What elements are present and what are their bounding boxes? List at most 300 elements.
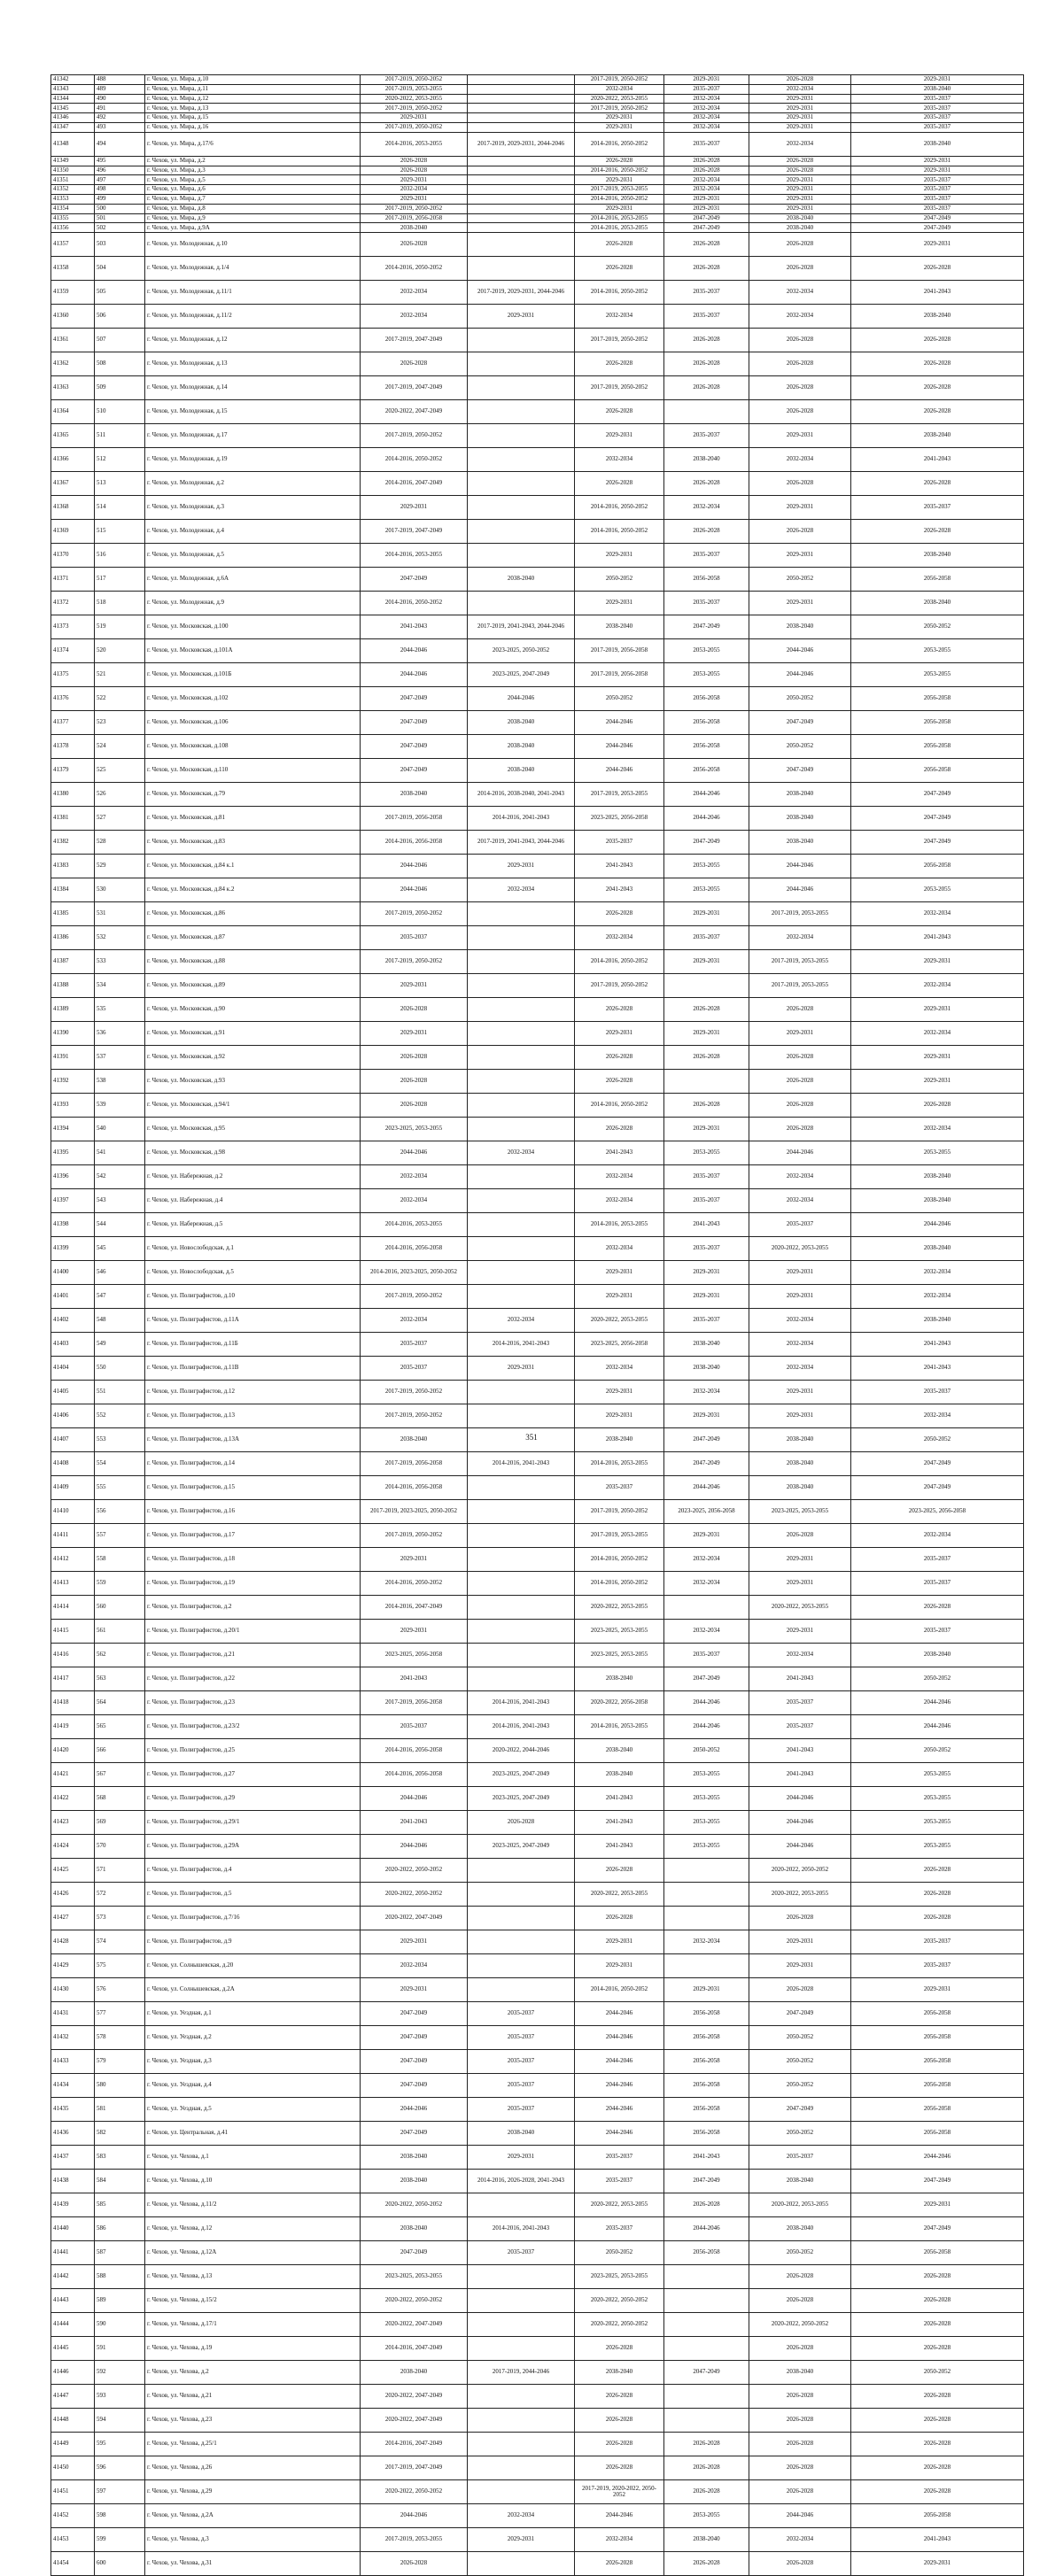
address-cell: г. Чехов, ул. Полиграфистов, д.2	[145, 1596, 361, 1620]
address-cell: г. Чехов, ул. Новослободская, д.1	[145, 1237, 361, 1261]
period-4-cell: 2035-2037	[664, 1309, 749, 1333]
row-number-cell: 538	[95, 1070, 145, 1094]
period-3-cell: 2044-2046	[575, 735, 664, 759]
period-4-cell: 2026-2028	[664, 520, 749, 544]
period-2-cell	[468, 113, 575, 123]
period-6-cell: 2038-2040	[851, 1237, 1024, 1261]
period-3-cell: 2020-2022, 2053-2055	[575, 1883, 664, 1907]
period-1-cell: 2014-2016, 2053-2055	[361, 1213, 468, 1237]
address-cell: г. Чехов, ул. Полиграфистов, д.20/1	[145, 1620, 361, 1644]
row-id-cell: 41373	[51, 615, 95, 639]
period-2-cell	[468, 1954, 575, 1978]
period-4-cell: 2032-2034	[664, 104, 749, 113]
period-3-cell: 2044-2046	[575, 2002, 664, 2026]
period-3-cell: 2029-2031	[575, 544, 664, 568]
row-number-cell: 565	[95, 1715, 145, 1739]
period-6-cell: 2035-2037	[851, 122, 1024, 132]
period-4-cell: 2029-2031	[664, 1261, 749, 1285]
row-number-cell: 521	[95, 663, 145, 687]
address-cell: г. Чехов, ул. Мира, д.12	[145, 94, 361, 104]
period-3-cell: 2020-2022, 2050-2052	[575, 2289, 664, 2313]
period-5-cell: 2029-2031	[749, 185, 851, 195]
row-number-cell: 504	[95, 257, 145, 281]
period-5-cell: 2038-2040	[749, 807, 851, 831]
period-3-cell: 2032-2034	[575, 305, 664, 329]
period-4-cell	[664, 2313, 749, 2337]
address-cell: г. Чехов, ул. Московская, д.91	[145, 1022, 361, 1046]
period-5-cell: 2029-2031	[749, 1381, 851, 1404]
period-3-cell: 2029-2031	[575, 1954, 664, 1978]
period-3-cell: 2035-2037	[575, 2170, 664, 2193]
period-6-cell: 2053-2055	[851, 1141, 1024, 1165]
address-cell: г. Чехов, ул. Мира, д.15	[145, 113, 361, 123]
row-id-cell: 41439	[51, 2193, 95, 2217]
period-5-cell: 2026-2028	[749, 166, 851, 175]
period-4-cell	[664, 1070, 749, 1094]
table-row	[51, 472, 1024, 496]
period-6-cell: 2035-2037	[851, 104, 1024, 113]
table-row	[51, 568, 1024, 592]
period-2-cell	[468, 223, 575, 233]
period-3-cell: 2017-2019, 2050-2052	[575, 376, 664, 400]
period-3-cell: 2044-2046	[575, 2026, 664, 2050]
period-5-cell: 2026-2028	[749, 233, 851, 257]
table-row	[51, 2361, 1024, 2385]
period-3-cell: 2026-2028	[575, 156, 664, 166]
address-cell: г. Чехов, ул. Чехова, д.3	[145, 2528, 361, 2552]
period-1-cell: 2017-2019, 2050-2052	[361, 1285, 468, 1309]
period-1-cell: 2020-2022, 2050-2052	[361, 1859, 468, 1883]
row-id-cell: 41419	[51, 1715, 95, 1739]
address-cell: г. Чехов, ул. Полиграфистов, д.29А	[145, 1835, 361, 1859]
period-6-cell: 2053-2055	[851, 1787, 1024, 1811]
period-5-cell: 2044-2046	[749, 2504, 851, 2528]
period-4-cell: 2026-2028	[664, 166, 749, 175]
period-2-cell	[468, 1500, 575, 1524]
table-row	[51, 1381, 1024, 1404]
row-number-cell: 515	[95, 520, 145, 544]
table-row	[51, 185, 1024, 195]
period-2-cell: 2023-2025, 2047-2049	[468, 1763, 575, 1787]
row-number-cell: 553	[95, 1428, 145, 1452]
row-number-cell: 548	[95, 1309, 145, 1333]
row-id-cell: 41411	[51, 1524, 95, 1548]
period-6-cell: 2056-2058	[851, 687, 1024, 711]
period-4-cell: 2056-2058	[664, 2241, 749, 2265]
row-number-cell: 517	[95, 568, 145, 592]
period-1-cell: 2023-2025, 2056-2058	[361, 1644, 468, 1667]
period-5-cell: 2044-2046	[749, 855, 851, 878]
period-5-cell: 2044-2046	[749, 639, 851, 663]
period-3-cell: 2035-2037	[575, 1476, 664, 1500]
period-5-cell: 2017-2019, 2053-2055	[749, 902, 851, 926]
table-row	[51, 1094, 1024, 1118]
period-2-cell	[468, 175, 575, 185]
table-row	[51, 639, 1024, 663]
period-1-cell: 2044-2046	[361, 663, 468, 687]
row-number-cell: 539	[95, 1094, 145, 1118]
address-cell: г. Чехов, ул. Мира, д.11	[145, 84, 361, 94]
period-4-cell: 2053-2055	[664, 663, 749, 687]
period-1-cell: 2026-2028	[361, 1094, 468, 1118]
period-5-cell: 2026-2028	[749, 1978, 851, 2002]
period-6-cell: 2056-2058	[851, 735, 1024, 759]
period-2-cell	[468, 424, 575, 448]
period-3-cell: 2032-2034	[575, 448, 664, 472]
row-number-cell: 508	[95, 352, 145, 376]
period-5-cell: 2038-2040	[749, 1476, 851, 1500]
address-cell: г. Чехов, ул. Молодежная, д.5	[145, 544, 361, 568]
period-5-cell: 2026-2028	[749, 2409, 851, 2433]
address-cell: г. Чехов, ул. Чехова, д.19	[145, 2337, 361, 2361]
period-1-cell: 2029-2031	[361, 974, 468, 998]
row-number-cell: 498	[95, 185, 145, 195]
address-cell: г. Чехов, ул. Молодежная, д.15	[145, 400, 361, 424]
period-5-cell: 2032-2034	[749, 1165, 851, 1189]
row-id-cell: 41382	[51, 831, 95, 855]
period-4-cell: 2047-2049	[664, 615, 749, 639]
period-3-cell: 2026-2028	[575, 2385, 664, 2409]
address-cell: г. Чехов, ул. Уездная, д.2	[145, 2026, 361, 2050]
row-id-cell: 41412	[51, 1548, 95, 1572]
row-id-cell: 41342	[51, 75, 95, 85]
period-3-cell: 2044-2046	[575, 2122, 664, 2146]
row-id-cell: 41447	[51, 2385, 95, 2409]
period-6-cell: 2032-2034	[851, 1022, 1024, 1046]
period-6-cell: 2056-2058	[851, 2050, 1024, 2074]
address-cell: г. Чехов, ул. Чехова, д.15/2	[145, 2289, 361, 2313]
period-6-cell: 2035-2037	[851, 1930, 1024, 1954]
period-1-cell: 2014-2016, 2056-2058	[361, 1237, 468, 1261]
row-number-cell: 533	[95, 950, 145, 974]
period-1-cell: 2017-2019, 2050-2052	[361, 1404, 468, 1428]
period-2-cell	[468, 329, 575, 352]
period-4-cell: 2026-2028	[664, 352, 749, 376]
table-row	[51, 113, 1024, 123]
period-4-cell: 2026-2028	[664, 257, 749, 281]
row-id-cell: 41359	[51, 281, 95, 305]
period-1-cell: 2026-2028	[361, 2552, 468, 2576]
period-5-cell: 2026-2028	[749, 352, 851, 376]
row-id-cell: 41366	[51, 448, 95, 472]
period-3-cell: 2026-2028	[575, 998, 664, 1022]
address-cell: г. Чехов, ул. Полиграфистов, д.16	[145, 1500, 361, 1524]
period-4-cell: 2044-2046	[664, 1715, 749, 1739]
period-5-cell: 2032-2034	[749, 132, 851, 156]
row-number-cell: 542	[95, 1165, 145, 1189]
address-cell: г. Чехов, ул. Полиграфистов, д.11А	[145, 1309, 361, 1333]
period-6-cell: 2050-2052	[851, 1428, 1024, 1452]
row-number-cell: 557	[95, 1524, 145, 1548]
address-cell: г. Чехов, ул. Мира, д.7	[145, 194, 361, 204]
period-1-cell: 2032-2034	[361, 305, 468, 329]
period-1-cell: 2017-2019, 2050-2052	[361, 1524, 468, 1548]
period-4-cell	[664, 1883, 749, 1907]
row-id-cell: 41374	[51, 639, 95, 663]
period-1-cell: 2029-2031	[361, 1930, 468, 1954]
table-row	[51, 1500, 1024, 1524]
period-4-cell: 2026-2028	[664, 1046, 749, 1070]
period-4-cell: 2053-2055	[664, 1787, 749, 1811]
row-number-cell: 540	[95, 1118, 145, 1141]
period-3-cell: 2014-2016, 2050-2052	[575, 194, 664, 204]
row-id-cell: 41402	[51, 1309, 95, 1333]
period-6-cell: 2026-2028	[851, 1094, 1024, 1118]
period-5-cell: 2050-2052	[749, 735, 851, 759]
period-4-cell: 2032-2034	[664, 1620, 749, 1644]
address-cell: г. Чехов, ул. Молодежная, д.11/2	[145, 305, 361, 329]
period-5-cell: 2026-2028	[749, 472, 851, 496]
row-id-cell: 41345	[51, 104, 95, 113]
period-4-cell: 2035-2037	[664, 305, 749, 329]
row-id-cell: 41416	[51, 1644, 95, 1667]
address-cell: г. Чехов, ул. Мира, д.16	[145, 122, 361, 132]
period-5-cell: 2029-2031	[749, 94, 851, 104]
row-number-cell: 532	[95, 926, 145, 950]
period-3-cell: 2014-2016, 2053-2055	[575, 213, 664, 223]
period-1-cell: 2038-2040	[361, 783, 468, 807]
period-4-cell: 2029-2031	[664, 950, 749, 974]
period-5-cell: 2038-2040	[749, 213, 851, 223]
row-number-cell: 488	[95, 75, 145, 85]
period-4-cell: 2026-2028	[664, 2193, 749, 2217]
row-id-cell: 41385	[51, 902, 95, 926]
table-row	[51, 132, 1024, 156]
period-1-cell: 2020-2022, 2047-2049	[361, 2409, 468, 2433]
period-6-cell: 2026-2028	[851, 352, 1024, 376]
period-6-cell: 2038-2040	[851, 424, 1024, 448]
period-5-cell: 2017-2019, 2053-2055	[749, 950, 851, 974]
period-2-cell	[468, 75, 575, 85]
address-cell: г. Чехов, ул. Московская, д.84 к.2	[145, 878, 361, 902]
period-1-cell: 2041-2043	[361, 1667, 468, 1691]
address-cell: г. Чехов, ул. Мира, д.6	[145, 185, 361, 195]
row-id-cell: 41427	[51, 1907, 95, 1930]
period-6-cell: 2035-2037	[851, 496, 1024, 520]
period-1-cell: 2029-2031	[361, 1978, 468, 2002]
period-3-cell: 2026-2028	[575, 233, 664, 257]
period-4-cell	[664, 1596, 749, 1620]
period-1-cell: 2029-2031	[361, 194, 468, 204]
period-6-cell: 2044-2046	[851, 2146, 1024, 2170]
period-5-cell: 2029-2031	[749, 1620, 851, 1644]
row-id-cell: 41438	[51, 2170, 95, 2193]
row-number-cell: 556	[95, 1500, 145, 1524]
period-4-cell: 2026-2028	[664, 2456, 749, 2480]
period-5-cell: 2017-2019, 2053-2055	[749, 974, 851, 998]
period-6-cell: 2056-2058	[851, 2241, 1024, 2265]
period-6-cell: 2035-2037	[851, 1954, 1024, 1978]
table-row	[51, 2504, 1024, 2528]
table-row	[51, 213, 1024, 223]
period-6-cell: 2026-2028	[851, 2480, 1024, 2504]
row-id-cell: 41393	[51, 1094, 95, 1118]
address-cell: г. Чехов, ул. Чехова, д.13	[145, 2265, 361, 2289]
period-4-cell: 2041-2043	[664, 1213, 749, 1237]
period-3-cell: 2014-2016, 2050-2052	[575, 132, 664, 156]
row-id-cell: 41409	[51, 1476, 95, 1500]
period-3-cell: 2014-2016, 2050-2052	[575, 950, 664, 974]
row-id-cell: 41429	[51, 1954, 95, 1978]
row-number-cell: 511	[95, 424, 145, 448]
table-row	[51, 1859, 1024, 1883]
period-6-cell: 2056-2058	[851, 2026, 1024, 2050]
period-6-cell: 2038-2040	[851, 84, 1024, 94]
period-2-cell	[468, 1907, 575, 1930]
period-5-cell: 2026-2028	[749, 257, 851, 281]
period-1-cell: 2017-2019, 2050-2052	[361, 122, 468, 132]
address-cell: г. Чехов, ул. Полиграфистов, д.17	[145, 1524, 361, 1548]
period-6-cell: 2056-2058	[851, 568, 1024, 592]
period-5-cell: 2038-2040	[749, 2170, 851, 2193]
address-cell: г. Чехов, ул. Полиграфистов, д.23	[145, 1691, 361, 1715]
table-row	[51, 1596, 1024, 1620]
period-4-cell: 2029-2031	[664, 1285, 749, 1309]
address-cell: г. Чехов, ул. Чехова, д.17/1	[145, 2313, 361, 2337]
period-4-cell: 2026-2028	[664, 376, 749, 400]
period-1-cell: 2029-2031	[361, 1022, 468, 1046]
period-5-cell: 2050-2052	[749, 2122, 851, 2146]
row-id-cell: 41375	[51, 663, 95, 687]
period-5-cell: 2026-2028	[749, 2433, 851, 2456]
period-1-cell: 2047-2049	[361, 2050, 468, 2074]
period-6-cell: 2035-2037	[851, 204, 1024, 213]
period-2-cell: 2044-2046	[468, 687, 575, 711]
period-3-cell: 2035-2037	[575, 831, 664, 855]
table-row	[51, 448, 1024, 472]
period-6-cell: 2047-2049	[851, 213, 1024, 223]
period-4-cell: 2029-2031	[664, 1978, 749, 2002]
period-6-cell: 2050-2052	[851, 2361, 1024, 2385]
address-cell: г. Чехов, ул. Московская, д.101А	[145, 639, 361, 663]
period-2-cell	[468, 1381, 575, 1404]
period-1-cell: 2017-2019, 2023-2025, 2050-2052	[361, 1500, 468, 1524]
address-cell: г. Чехов, ул. Мира, д.9А	[145, 223, 361, 233]
period-6-cell: 2056-2058	[851, 855, 1024, 878]
period-3-cell: 2017-2019, 2020-2022, 2050-2052	[575, 2480, 664, 2504]
period-1-cell: 2026-2028	[361, 998, 468, 1022]
row-id-cell: 41432	[51, 2026, 95, 2050]
period-2-cell	[468, 213, 575, 223]
period-1-cell: 2017-2019, 2050-2052	[361, 1381, 468, 1404]
period-6-cell: 2032-2034	[851, 1118, 1024, 1141]
row-number-cell: 574	[95, 1930, 145, 1954]
row-number-cell: 575	[95, 1954, 145, 1978]
period-2-cell	[468, 1572, 575, 1596]
period-6-cell: 2038-2040	[851, 544, 1024, 568]
period-4-cell: 2032-2034	[664, 1548, 749, 1572]
row-number-cell: 494	[95, 132, 145, 156]
period-1-cell: 2023-2025, 2053-2055	[361, 1118, 468, 1141]
period-5-cell: 2026-2028	[749, 75, 851, 85]
row-id-cell: 41352	[51, 185, 95, 195]
period-6-cell: 2032-2034	[851, 974, 1024, 998]
period-3-cell: 2014-2016, 2053-2055	[575, 1715, 664, 1739]
row-id-cell: 41443	[51, 2289, 95, 2313]
period-6-cell: 2047-2049	[851, 807, 1024, 831]
row-number-cell: 559	[95, 1572, 145, 1596]
period-1-cell: 2044-2046	[361, 1141, 468, 1165]
row-number-cell: 541	[95, 1141, 145, 1165]
period-5-cell: 2035-2037	[749, 2146, 851, 2170]
period-4-cell: 2056-2058	[664, 711, 749, 735]
table-row	[51, 1357, 1024, 1381]
period-1-cell: 2038-2040	[361, 2217, 468, 2241]
period-2-cell	[468, 2265, 575, 2289]
period-5-cell: 2029-2031	[749, 496, 851, 520]
period-3-cell: 2032-2034	[575, 84, 664, 94]
table-row	[51, 1404, 1024, 1428]
period-6-cell: 2050-2052	[851, 1739, 1024, 1763]
period-5-cell: 2029-2031	[749, 122, 851, 132]
period-3-cell: 2026-2028	[575, 1070, 664, 1094]
address-cell: г. Чехов, ул. Полиграфистов, д.11В	[145, 1357, 361, 1381]
period-1-cell: 2014-2016, 2050-2052	[361, 592, 468, 615]
period-1-cell: 2020-2022, 2050-2052	[361, 1883, 468, 1907]
address-cell: г. Чехов, ул. Чехова, д.11/2	[145, 2193, 361, 2217]
period-3-cell: 2020-2022, 2053-2055	[575, 94, 664, 104]
period-3-cell: 2029-2031	[575, 113, 664, 123]
row-number-cell: 518	[95, 592, 145, 615]
period-3-cell: 2041-2043	[575, 1835, 664, 1859]
address-cell: г. Чехов, ул. Молодежная, д.19	[145, 448, 361, 472]
period-4-cell: 2035-2037	[664, 424, 749, 448]
row-id-cell: 41431	[51, 2002, 95, 2026]
row-id-cell: 41380	[51, 783, 95, 807]
period-2-cell: 2032-2034	[468, 1309, 575, 1333]
period-4-cell	[664, 2337, 749, 2361]
period-2-cell	[468, 472, 575, 496]
period-6-cell: 2038-2040	[851, 132, 1024, 156]
period-5-cell: 2032-2034	[749, 1189, 851, 1213]
period-4-cell: 2032-2034	[664, 113, 749, 123]
row-number-cell: 577	[95, 2002, 145, 2026]
period-5-cell: 2029-2031	[749, 194, 851, 204]
period-3-cell: 2050-2052	[575, 2241, 664, 2265]
period-5-cell: 2050-2052	[749, 2074, 851, 2098]
period-4-cell: 2056-2058	[664, 759, 749, 783]
row-number-cell: 528	[95, 831, 145, 855]
period-1-cell: 2017-2019, 2053-2055	[361, 2528, 468, 2552]
period-4-cell: 2035-2037	[664, 281, 749, 305]
row-id-cell: 41367	[51, 472, 95, 496]
row-id-cell: 41446	[51, 2361, 95, 2385]
period-4-cell: 2047-2049	[664, 831, 749, 855]
period-1-cell: 2014-2016, 2047-2049	[361, 472, 468, 496]
period-6-cell: 2041-2043	[851, 1333, 1024, 1357]
address-cell: г. Чехов, ул. Московская, д.94/1	[145, 1094, 361, 1118]
table-row	[51, 2122, 1024, 2146]
period-3-cell: 2044-2046	[575, 711, 664, 735]
period-6-cell: 2041-2043	[851, 2528, 1024, 2552]
row-id-cell: 41442	[51, 2265, 95, 2289]
period-2-cell: 2032-2034	[468, 878, 575, 902]
period-1-cell: 2014-2016, 2047-2049	[361, 1596, 468, 1620]
row-number-cell: 499	[95, 194, 145, 204]
period-5-cell: 2029-2031	[749, 1261, 851, 1285]
period-2-cell	[468, 1261, 575, 1285]
table-row	[51, 1883, 1024, 1907]
period-1-cell: 2020-2022, 2047-2049	[361, 2313, 468, 2337]
period-4-cell: 2056-2058	[664, 2122, 749, 2146]
row-number-cell: 587	[95, 2241, 145, 2265]
period-4-cell: 2038-2040	[664, 1357, 749, 1381]
period-2-cell: 2017-2019, 2029-2031, 2044-2046	[468, 132, 575, 156]
period-2-cell: 2029-2031	[468, 2146, 575, 2170]
period-4-cell: 2056-2058	[664, 2026, 749, 2050]
period-2-cell	[468, 1476, 575, 1500]
period-5-cell: 2020-2022, 2053-2055	[749, 1883, 851, 1907]
